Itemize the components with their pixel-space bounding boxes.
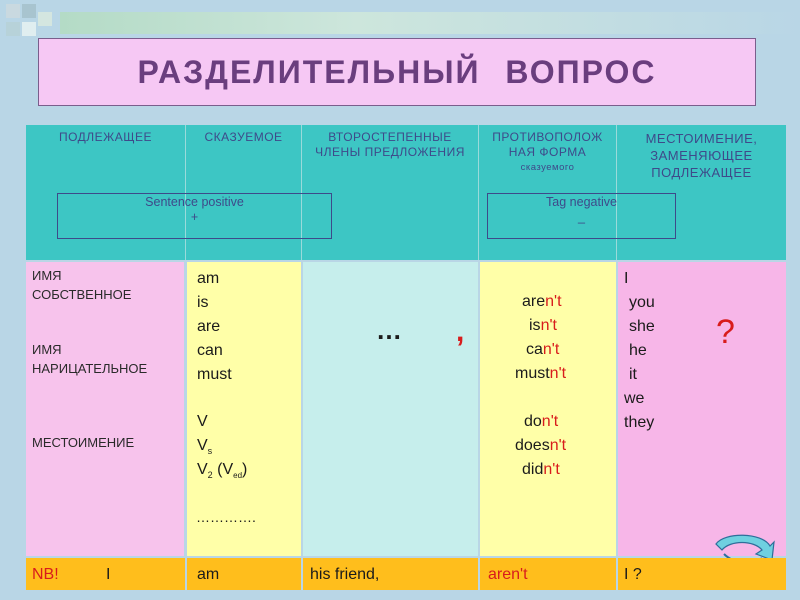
subject-label: СОБСТВЕННОЕ xyxy=(32,287,132,302)
sentence-positive-box xyxy=(57,193,332,239)
negative-form xyxy=(524,413,558,431)
predicate-item: is xyxy=(197,294,209,311)
header-secondary-line: ВТОРОСТЕПЕННЫЕ xyxy=(328,130,452,144)
pronoun-item: I xyxy=(624,270,629,287)
negative-form xyxy=(529,317,557,335)
negative-form xyxy=(515,437,566,455)
pronoun-item: you xyxy=(629,294,655,311)
negative-base: does xyxy=(515,437,550,454)
subject-label: ИМЯ xyxy=(32,268,62,283)
negative-suffix: n't xyxy=(545,293,562,310)
negative-form xyxy=(515,365,566,383)
negative-suffix: n't xyxy=(540,317,557,334)
top-decor-band xyxy=(60,12,800,34)
negative-base: do xyxy=(524,413,542,430)
ellipsis: … xyxy=(376,315,405,345)
title-box xyxy=(38,38,756,106)
subject-label: МЕСТОИМЕНИЕ xyxy=(32,435,135,450)
page-title: РАЗДЕЛИТЕЛЬНЫЙ ВОПРОС xyxy=(137,53,657,90)
negative-suffix: n't xyxy=(543,461,560,478)
header-pronoun xyxy=(617,130,786,181)
header-pronoun-line: ЗАМЕНЯЮЩЕЕ xyxy=(650,148,753,163)
verb-subscript: 2 xyxy=(207,470,213,481)
decor-square xyxy=(22,22,36,36)
negative-form xyxy=(522,293,562,311)
decor-square xyxy=(6,4,20,18)
decor-square xyxy=(6,22,20,36)
negative-base: did xyxy=(522,461,544,478)
verb-base: V xyxy=(197,461,208,478)
negative-base: is xyxy=(529,317,541,334)
subject-label: ИМЯ xyxy=(32,342,62,357)
pronoun-item: he xyxy=(629,342,647,359)
example-subject: I xyxy=(106,566,111,583)
predicate-item: am xyxy=(197,270,220,287)
verb-paren: ) xyxy=(242,461,248,478)
subject-label: НАРИЦАТЕЛЬНОЕ xyxy=(32,361,148,376)
pronoun-item: they xyxy=(624,414,655,431)
header-opposite-line: ПРОТИВОПОЛОЖ xyxy=(492,130,603,144)
predicate-item: can xyxy=(197,342,223,359)
verb-subscript: ed xyxy=(233,471,243,481)
predicate-item xyxy=(197,461,247,480)
sentence-positive-sign: + xyxy=(190,210,199,224)
predicate-item: must xyxy=(197,366,232,383)
header-opposite xyxy=(479,130,616,175)
verb-base: (V xyxy=(217,461,234,478)
header-opposite-line: сказуемого xyxy=(520,162,575,173)
predicate-item: are xyxy=(197,318,221,335)
predicate-item: V xyxy=(197,413,208,430)
predicate-dots: …………. xyxy=(196,509,256,525)
example-rest: his friend, xyxy=(310,566,380,583)
example-verb: am xyxy=(197,566,220,583)
bottom-cell xyxy=(618,558,786,590)
secondary-column xyxy=(303,262,478,556)
negative-form xyxy=(526,341,559,359)
pronoun-item: we xyxy=(624,390,645,407)
decor-square xyxy=(22,4,36,18)
tag-negative-sign: _ xyxy=(578,210,585,224)
nb-label: NB! xyxy=(32,566,59,583)
header-secondary-line: ЧЛЕНЫ ПРЕДЛОЖЕНИЯ xyxy=(315,145,465,159)
grammar-table xyxy=(26,125,786,590)
header-subject: ПОДЛЕЖАЩЕЕ xyxy=(58,130,153,144)
predicate-item xyxy=(197,437,212,456)
pronoun-item: she xyxy=(629,318,655,335)
comma: , xyxy=(456,315,465,348)
verb-base: V xyxy=(197,437,208,454)
negative-base: must xyxy=(515,365,550,382)
decor-square xyxy=(38,12,52,26)
subject-column xyxy=(26,262,184,556)
negative-suffix: n't xyxy=(542,341,560,358)
negative-suffix: n't xyxy=(541,413,559,430)
negative-base: are xyxy=(522,293,546,310)
header-secondary xyxy=(302,130,478,160)
header-predicate: СКАЗУЕМОЕ xyxy=(204,130,283,144)
header-pronoun-line: ПОДЛЕЖАЩЕЕ xyxy=(651,165,752,180)
question-mark: ? xyxy=(716,313,735,351)
verb-subscript: s xyxy=(207,446,213,457)
sentence-positive-label: Sentence positive xyxy=(145,195,244,209)
example-tag: aren't xyxy=(488,566,528,583)
tag-negative-label: Tag negative xyxy=(546,195,617,209)
negative-suffix: n't xyxy=(549,437,567,454)
header-opposite-line: НАЯ ФОРМА xyxy=(508,145,587,159)
header-pronoun-line: МЕСТОИМЕНИЕ, xyxy=(645,131,758,146)
pronoun-item: it xyxy=(629,366,637,383)
negative-suffix: n't xyxy=(549,365,567,382)
negative-form xyxy=(522,461,560,479)
negative-base: ca xyxy=(526,341,543,358)
example-pronoun: I ? xyxy=(624,566,642,583)
tag-negative-box xyxy=(487,193,676,239)
